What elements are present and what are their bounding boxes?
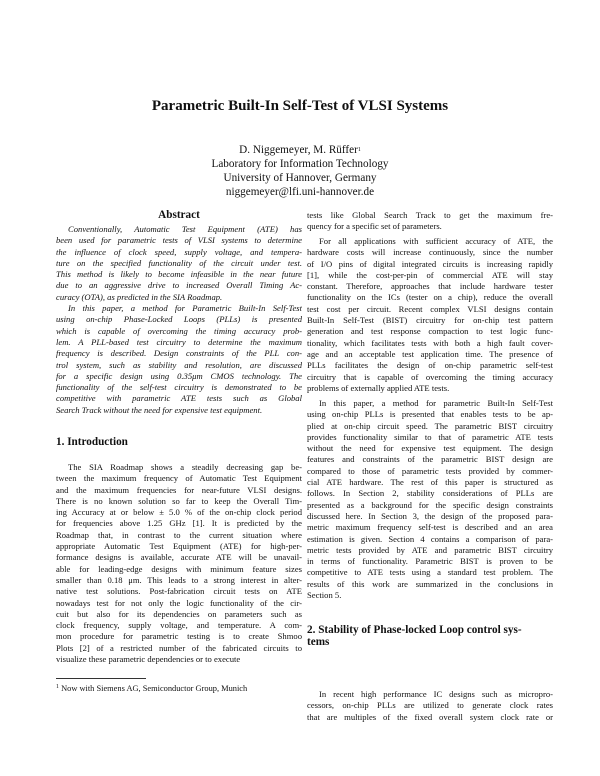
body-line: plied at on-chip circuit speed. The parametric BIST circuitry (307, 420, 553, 431)
body-line: generation and test response compaction to test logic func- (307, 326, 553, 337)
body-line: functionality on the ICs (tester on a chip), reduce the overall (307, 292, 553, 303)
body-line: in terms of functionality. Parametric BIST is proven to be (307, 556, 553, 567)
body-line: The SIA Roadmap shows a steadily decreasing gap be- (68, 462, 302, 472)
body-line: hardware costs will increase continuously, since the number (307, 247, 553, 258)
right-paragraph-3 (307, 398, 553, 601)
body-line: ing Accuracy at or below ± 5.0 % of the on-chip clock period (56, 507, 302, 518)
body-line: cial ATE hardware. The rest of this paper is structured as (307, 477, 553, 488)
author-university: University of Hannover, Germany (223, 172, 377, 184)
body-line: PLLs facilitates the design of on-chip parametric self-test (307, 360, 553, 371)
body-line: results of this work are summarized in the conclusions in (307, 578, 553, 589)
body-line: For all applications with sufficient accuracy of ATE, the (319, 236, 553, 246)
abstract-line: using on-chip Phase-Locked Loops (PLLs) is presented (56, 314, 302, 325)
paper-title: Parametric Built-In Self-Test of VLSI Systems (151, 98, 449, 114)
abstract-line: lem. A PLL-based test circuitry to determine the maximum (56, 336, 302, 347)
body-line: constant. Therefore, approaches that include hardware tester (307, 281, 553, 292)
body-line: In recent high performance IC designs such as micropro- (319, 689, 553, 699)
section-2-body (307, 689, 553, 723)
body-line: Built-In Self-Test (BIST) circuitry for on-chip test pattern (307, 315, 553, 326)
section-2-heading (307, 624, 522, 648)
section-2-heading-line: 2. Stability of Phase-locked Loop control sys- (307, 624, 522, 636)
body-line: follows. In Section 2, stability considerations of PLLs are (307, 488, 553, 499)
body-line: There is no known solution so far to keep the Overall Tim- (56, 495, 302, 506)
author-footnote-mark: 1 (357, 147, 361, 153)
body-line: tween the maximum frequency of Automatic Test Equipment (56, 473, 302, 484)
body-line: nowadays test for not only the logic functionality of the cir- (56, 597, 302, 608)
right-column-continuation (307, 210, 553, 233)
abstract-line: Search Track without the need for expensive test equipment. (56, 404, 263, 415)
body-line: discussed here. In Section 3, the design of the proposed para- (307, 510, 553, 521)
body-line: of I/O pins of digital integrated circuits is increasing rapidly (307, 258, 553, 269)
right-paragraph-2 (307, 236, 553, 394)
body-line: using on-chip PLLs is presented that enables tests to be ap- (307, 409, 553, 420)
body-line: Section 5. (307, 590, 342, 601)
body-line: formance designs is available, accurate ATE will be unavail- (56, 552, 302, 563)
abstract-line: trol system, such as stability and resolution, are discussed (56, 359, 302, 370)
abstract-line: competitive with parametric ATE tests such as Global (56, 393, 302, 404)
abstract-body (56, 224, 302, 416)
body-line: quency for a specific set of parameters. (307, 221, 442, 232)
body-line: tionality, which facilitates tests with both a high fault cover- (307, 337, 553, 348)
body-line: Plots [2] of a restricted number of the fabricated circuits to (56, 642, 302, 653)
abstract-line: ture on the specified functionality of the circuit under test. (56, 257, 302, 268)
body-line: features and constraints of the parametric BIST design are (307, 454, 553, 465)
body-line: age and an acceptable test application time. The presence of (307, 348, 553, 359)
body-line: without the need for expensive test equipment. The design (307, 443, 553, 454)
abstract-line: frequency is described. Design constraints of the PLL con- (56, 348, 302, 359)
section-2-heading-line: tems (307, 636, 330, 648)
body-line: problems of externally applied ATE tests. (307, 382, 450, 393)
body-line: test cost per circuit. Recent complex VLSI designs contain (307, 303, 553, 314)
body-line: native test solutions. Post-fabrication circuit tests on ATE (56, 586, 302, 597)
body-line: presented as a background for the specific design constraints (307, 499, 553, 510)
abstract-heading: Abstract (158, 209, 200, 221)
body-line: smaller than 0.18 μm. This leads to a strong interest in alter- (56, 574, 302, 585)
body-line: Roadmap that, in contrast to the current situation where (56, 529, 302, 540)
body-line: for frequencies above 1.25 GHz [1]. It is predicted by the (56, 518, 302, 529)
body-line: circuitry that is capable of overcoming the timing accuracy (307, 371, 553, 382)
body-line: metric tests provided by ATE and parametric BIST circuitry (307, 544, 553, 555)
footnote-text: Now with Siemens AG, Semiconductor Group, Munich (61, 684, 248, 693)
abstract-line: which is capable of overcoming the timing accuracy prob- (56, 325, 302, 336)
footnote-mark: 1 (56, 684, 59, 690)
body-line: able for leading-edge designs with minimum feature sizes (56, 563, 302, 574)
body-line: appropriate Automatic Test Equipment (ATE) for high-per- (56, 541, 302, 552)
abstract-line: been used for parametric tests of VLSI systems to determine (56, 235, 302, 246)
author-email: niggemeyer@lfi.uni-hannover.de (225, 186, 375, 198)
body-line: visualize these parametric dependencies or to execute (56, 654, 241, 665)
body-line: cuit but also for its dependencies on parameters such as (56, 608, 302, 619)
author-names-text: D. Niggemeyer, M. Rüffer (239, 144, 358, 156)
footnote-rule (56, 678, 146, 679)
section-1-body (56, 462, 302, 665)
body-line: [1], while the cost-per-pin of commercial ATE will stay (307, 269, 553, 280)
abstract-line: due to an aggressive drive to increased Overall Timing Ac- (56, 280, 302, 291)
body-line: In this paper, a method for parametric Built-In Self-Test (319, 398, 553, 408)
abstract-line: for a specific design using 0.35μm CMOS technology. The (56, 370, 302, 381)
abstract-line: the influence of clock speed, supply voltage, and tempera- (56, 246, 302, 257)
body-line: metric maximum frequency self-test is described and an area (307, 522, 553, 533)
body-line: and the maximum frequencies for near-future VLSI designs. (56, 484, 302, 495)
body-line: mon procedure for parametric testing is to create Shmoo (56, 631, 302, 642)
abstract-line: functionality of the self-test circuitry is demonstrated to be (56, 382, 302, 393)
author-names (0, 143, 600, 157)
section-1-heading: 1. Introduction (56, 436, 128, 448)
abstract-line: Conventionally, Automatic Test Equipment (ATE) has (68, 224, 302, 234)
body-line: clock frequency, supply voltage, and temperature. A com- (56, 620, 302, 631)
abstract-line: This method is likely to become infeasible in the near future (56, 269, 302, 280)
abstract-line: curacy (OTA), as predicted in the SIA Roadmap. (56, 291, 223, 302)
author-affiliation: Laboratory for Information Technology (211, 158, 389, 170)
body-line: that are multiples of the fixed overall system clock rate or (307, 711, 553, 722)
body-line: compared to those of parametric tests provided by commer- (307, 465, 553, 476)
body-line: provides functionality similar to that of parametric ATE tests (307, 431, 553, 442)
body-line: competitive to ATE tests using a standard test problem. The (307, 567, 553, 578)
abstract-line: In this paper, a method for Parametric Built-In Self-Test (68, 303, 302, 314)
body-line: cessors, on-chip PLLs are utilized to generate clock rates (307, 700, 553, 711)
body-line: estimation is given. Section 4 contains a comparison of para- (307, 533, 553, 544)
body-line: tests like Global Search Track to get the maximum fre- (307, 210, 553, 220)
footnote (56, 684, 247, 693)
